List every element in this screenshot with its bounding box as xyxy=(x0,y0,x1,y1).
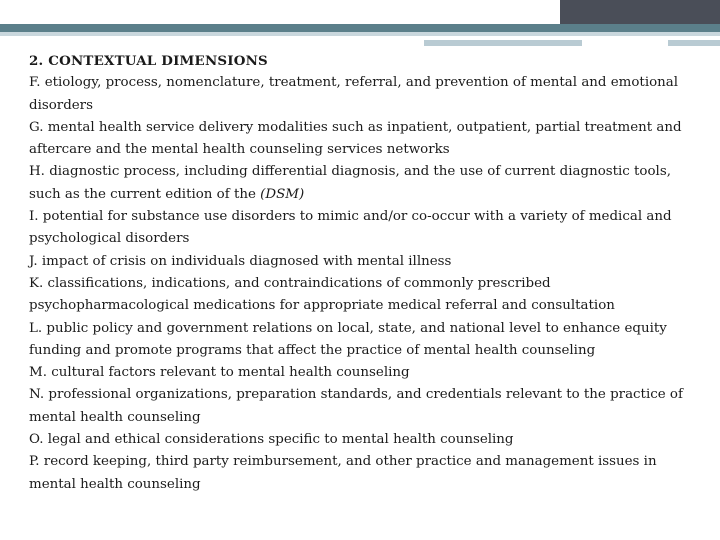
slide-body xyxy=(29,50,694,496)
dsm-abbreviation: (DSM) xyxy=(260,186,305,202)
list-item-i: I. potential for substance use disorders to mimic and/or co-occur with a variety of medical and psychological disorders xyxy=(29,209,672,247)
header-dark-block xyxy=(560,0,720,24)
list-item-g: G. mental health service delivery modalities such as inpatient, outpatient, partial treatment and aftercare and the mental health counseling services networks xyxy=(29,119,682,158)
header-accent-bar-right xyxy=(668,40,720,46)
header-light-band xyxy=(0,32,720,36)
section-heading: 2. CONTEXTUAL DIMENSIONS xyxy=(29,53,268,69)
header-accent-bar xyxy=(424,40,582,46)
list-item-l: L. public policy and government relations on local, state, and national level to enhance equity funding and promote programs that affect the practice of mental health counseling xyxy=(29,320,667,358)
list-item-f: F. etiology, process, nomenclature, treatment, referral, and prevention of mental and emotional disorders xyxy=(29,75,679,113)
list-item-n: N. professional organizations, preparation standards, and credentials relevant to the practice of mental health counseling xyxy=(29,387,683,425)
list-item-p: P. record keeping, third party reimbursement, and other practice and management issues in mental health counseling xyxy=(29,454,657,492)
list-item-h-text: H. diagnostic process, including differential diagnosis, and the use of current diagnostic tools, such as the current edition of the xyxy=(29,164,671,202)
list-item-m: M. cultural factors relevant to mental health counseling xyxy=(29,365,410,381)
list-item-o: O. legal and ethical considerations specific to mental health counseling xyxy=(29,432,514,448)
list-item-k: K. classifications, indications, and contraindications of commonly prescribed psychopharmacological medications for appropriate medical referral and consultation xyxy=(29,275,615,314)
list-item-h xyxy=(29,161,694,206)
header-teal-band xyxy=(0,24,720,32)
list-item-j: J. impact of crisis on individuals diagnosed with mental illness xyxy=(29,253,452,269)
slide-header-decoration xyxy=(0,0,720,44)
